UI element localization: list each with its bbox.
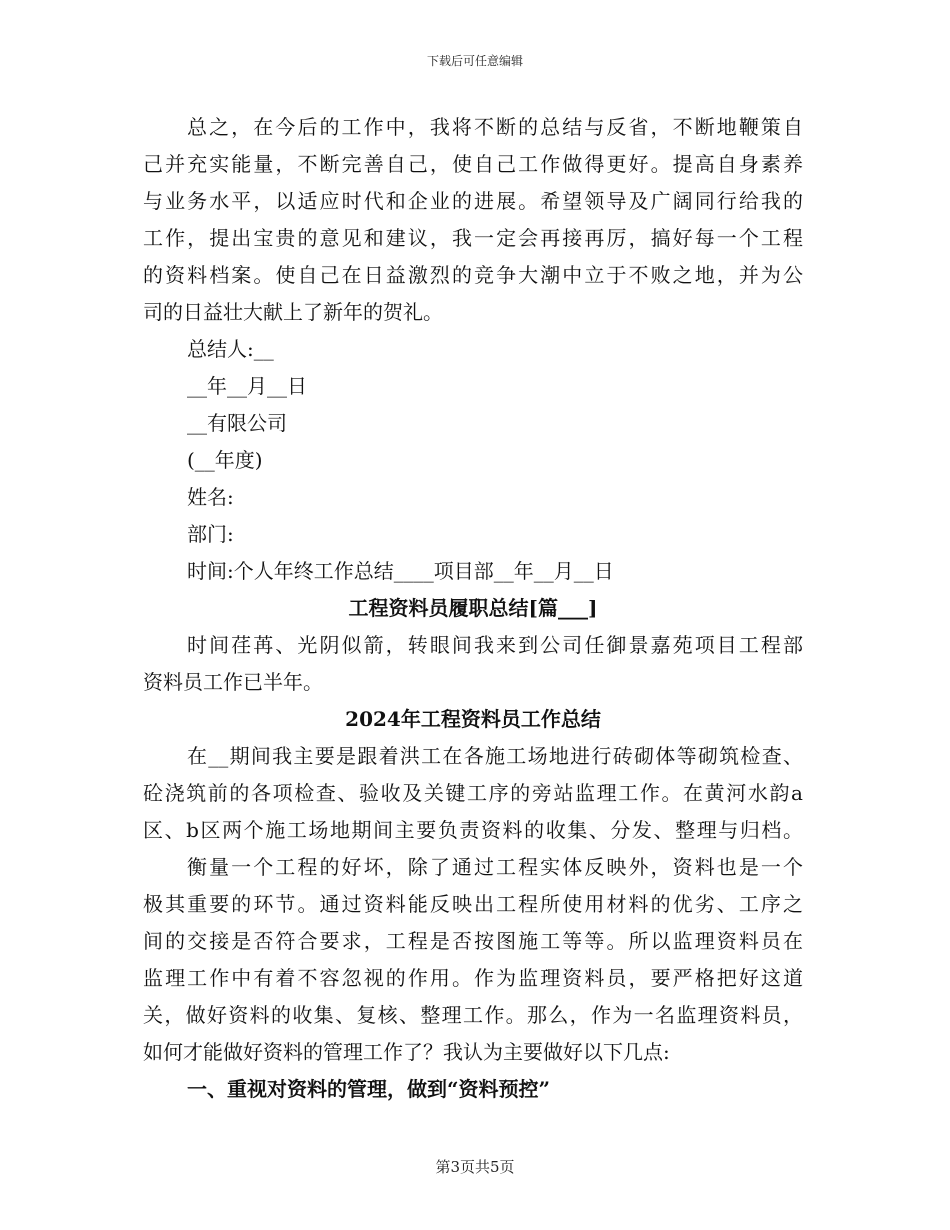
subsection-heading: 一、重视对资料的管理，做到“资料预控” xyxy=(187,1077,551,1101)
body-text-line: 极其重要的环节。通过资料能反映出工程所使用材料的优劣、工序之 xyxy=(143,892,803,916)
body-text-line: 工作，提出宝贵的意见和建议，我一定会再接再厉，搞好每一个工程 xyxy=(143,226,803,250)
body-text-line: 间的交接是否符合要求，工程是否按图施工等等。所以监理资料员在 xyxy=(143,929,803,953)
body-text-line: 总之，在今后的工作中，我将不断的总结与反省，不断地鞭策自 xyxy=(187,115,803,139)
body-text-line: __年__月__日 xyxy=(187,374,307,398)
body-text-line: 部门: xyxy=(187,522,234,546)
body-text-line: 时间:个人年终工作总结____项目部__年__月__日 xyxy=(187,559,614,583)
body-text-line: 关，做好资料的收集、复核、整理工作。那么，作为一名监理资料员， xyxy=(143,1003,803,1027)
page-footer: 第3页共5页 xyxy=(435,1158,515,1176)
body-text-line: 资料员工作已半年。 xyxy=(143,670,323,694)
body-text-line: 与业务水平，以适应时代和企业的进展。希望领导及广阔同行给我的 xyxy=(143,189,803,213)
body-text-line: 的资料档案。使自己在日益激烈的竞争大潮中立于不败之地，并为公 xyxy=(143,263,803,287)
body-text-line: 总结人:__ xyxy=(187,337,274,361)
body-text-line: 时间荏苒、光阴似箭，转眼间我来到公司任御景嘉苑项目工程部 xyxy=(187,633,803,657)
body-text-line: 己并充实能量，不断完善自己，使自己工作做得更好。提高自身素养 xyxy=(143,152,803,176)
body-text-line: 区、b区两个施工场地期间主要负责资料的收集、分发、整理与归档。 xyxy=(143,818,803,842)
body-text-line: 如何才能做好资料的管理工作了？我认为主要做好以下几点: xyxy=(143,1040,670,1064)
section-heading: 工程资料员履职总结[篇___] xyxy=(348,596,598,620)
document-body xyxy=(143,109,803,1108)
body-text-line: 砼浇筑前的各项检查、验收及关键工序的旁站监理工作。在黄河水韵a xyxy=(143,781,803,805)
body-text-line: 姓名: xyxy=(187,485,234,509)
body-text-line: 司的日益壮大献上了新年的贺礼。 xyxy=(143,300,443,324)
body-text-line: __有限公司 xyxy=(187,411,287,435)
body-text-line: 在__期间我主要是跟着洪工在各施工场地进行砖砌体等砌筑检查、 xyxy=(187,744,803,768)
section-heading: 2024年工程资料员工作总结 xyxy=(345,707,601,731)
body-text-line: 衡量一个工程的好坏，除了通过工程实体反映外，资料也是一个 xyxy=(187,855,803,879)
body-text-line: (__年度) xyxy=(187,448,263,472)
body-text-line: 监理工作中有着不容忽视的作用。作为监理资料员，要严格把好这道 xyxy=(143,966,803,990)
page-header: 下载后可任意编辑 xyxy=(426,54,523,68)
